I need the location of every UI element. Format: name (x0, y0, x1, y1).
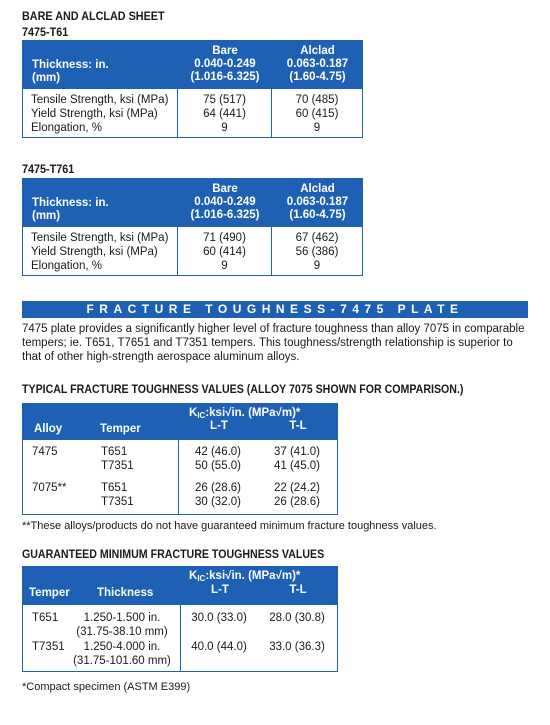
temper-cell: T651 (101, 446, 128, 458)
bare-value: 75 (517) (203, 94, 246, 106)
temper-cell: T7351 (32, 641, 65, 653)
property-cell: Elongation, % (31, 260, 102, 272)
table-body-t61 (22, 88, 363, 138)
bare-range-mm: (1.016-6.325) (190, 71, 260, 83)
alloy-header: Alloy (34, 423, 63, 435)
tl-value: 28.0 (30.8) (269, 612, 325, 624)
kic-label: KIC:ksi√in. (MPa√m)* (189, 407, 301, 420)
bare-label: Bare (212, 45, 238, 57)
units-label: (mm) (32, 72, 61, 84)
tl-value: 26 (28.6) (273, 496, 321, 508)
alclad-value: 70 (485) (295, 94, 339, 106)
alclad-value: 60 (415) (295, 108, 339, 120)
alclad-range: 0.063-0.187 (286, 196, 349, 208)
alclad-range: 0.063-0.187 (286, 58, 349, 70)
guaranteed-values-title: GUARANTEED MINIMUM FRACTURE TOUGHNESS VALUES (22, 547, 325, 561)
bare-value: 71 (490) (203, 232, 246, 244)
typical-footnote: **These alloys/products do not have guaranteed minimum fracture toughness values. (22, 520, 437, 532)
lt-value: 26 (28.6) (194, 482, 242, 494)
property-cell: Elongation, % (31, 122, 102, 134)
tl-header: T-L (289, 584, 307, 596)
alclad-label: Alclad (300, 45, 335, 57)
tl-value: 33.0 (36.3) (269, 641, 325, 653)
alclad-range-mm: (1.60-4.75) (289, 71, 346, 83)
thickness-cell: 1.250-4.000 in. (83, 641, 161, 653)
guaranteed-table-header (22, 566, 338, 604)
bare-range-mm: (1.016-6.325) (190, 209, 260, 221)
thickness-header: Thickness (97, 587, 154, 599)
alclad-value: 9 (313, 122, 321, 134)
property-cell: Tensile Strength, ksi (MPa) (31, 94, 169, 106)
temper-cell: T651 (32, 612, 59, 624)
lt-header: L-T (210, 420, 228, 432)
thickness-mm-cell: (31.75-38.10 mm) (76, 626, 168, 638)
temper-cell: T7351 (101, 460, 134, 472)
alclad-value: 56 (386) (295, 246, 339, 258)
temper-heading-t761: 7475-T761 (22, 162, 75, 176)
bare-value: 64 (441) (203, 108, 246, 120)
table-header-t761 (22, 178, 363, 226)
tl-header: T-L (289, 420, 307, 432)
temper-heading-t61: 7475-T61 (22, 25, 69, 39)
typical-table-body (22, 439, 338, 515)
alloy-cell: 7075** (32, 482, 67, 494)
guaranteed-footnote: *Compact specimen (ASTM E399) (22, 681, 191, 693)
thickness-label: Thickness: in. (32, 197, 109, 209)
alclad-value: 9 (313, 260, 321, 272)
bare-value: 60 (414) (203, 246, 246, 258)
property-cell: Tensile Strength, ksi (MPa) (31, 232, 169, 244)
tl-value: 41 (45.0) (273, 460, 321, 472)
alclad-value: 67 (462) (295, 232, 339, 244)
tl-value: 37 (41.0) (273, 446, 321, 458)
table-header-t61 (22, 40, 363, 88)
tl-value: 22 (24.2) (273, 482, 321, 494)
bare-value: 9 (221, 260, 228, 272)
bare-range: 0.040-0.249 (194, 196, 256, 208)
lt-value: 30.0 (33.0) (191, 612, 247, 624)
lt-value: 42 (46.0) (194, 446, 242, 458)
thickness-label: Thickness: in. (32, 59, 109, 71)
typical-values-title: TYPICAL FRACTURE TOUGHNESS VALUES (ALLOY 7075 SHOWN FOR COMPARISON.) (22, 382, 464, 396)
lt-header: L-T (211, 584, 229, 596)
typical-table-header (22, 403, 338, 439)
kic-label: KIC:ksi√in. (MPa√m)* (189, 570, 301, 583)
property-cell: Yield Strength, ksi (MPa) (31, 108, 158, 120)
temper-cell: T651 (101, 482, 128, 494)
temper-cell: T7351 (101, 496, 134, 508)
table-body-t761 (22, 226, 363, 276)
thickness-mm-cell: (31.75-101.60 mm) (73, 655, 171, 667)
temper-header: Temper (100, 423, 141, 435)
lt-value: 40.0 (44.0) (191, 641, 247, 653)
lt-value: 30 (32.0) (194, 496, 242, 508)
temper-header: Temper (29, 587, 70, 599)
alloy-cell: 7475 (32, 446, 58, 458)
bare-value: 9 (221, 122, 228, 134)
alclad-range-mm: (1.60-4.75) (289, 209, 346, 221)
lt-value: 50 (55.0) (194, 460, 242, 472)
alclad-label: Alclad (300, 183, 335, 195)
guaranteed-table-body (22, 604, 338, 672)
fracture-paragraph: 7475 plate provides a significantly higher level of fracture toughness than alloy 7075 in comparable tempers; ie. T651, T7651 and T7351 tempers. This toughness/strength relationship is superior to that of other high-strength aerospace aluminum alloys. (22, 323, 525, 363)
section-title: BARE AND ALCLAD SHEET (22, 9, 165, 23)
fracture-toughness-banner: FRACTURE TOUGHNESS-7475 PLATE (22, 301, 528, 318)
bare-range: 0.040-0.249 (194, 58, 256, 70)
property-cell: Yield Strength, ksi (MPa) (31, 246, 158, 258)
units-label: (mm) (32, 210, 61, 222)
thickness-cell: 1.250-1.500 in. (83, 612, 161, 624)
bare-label: Bare (212, 183, 238, 195)
